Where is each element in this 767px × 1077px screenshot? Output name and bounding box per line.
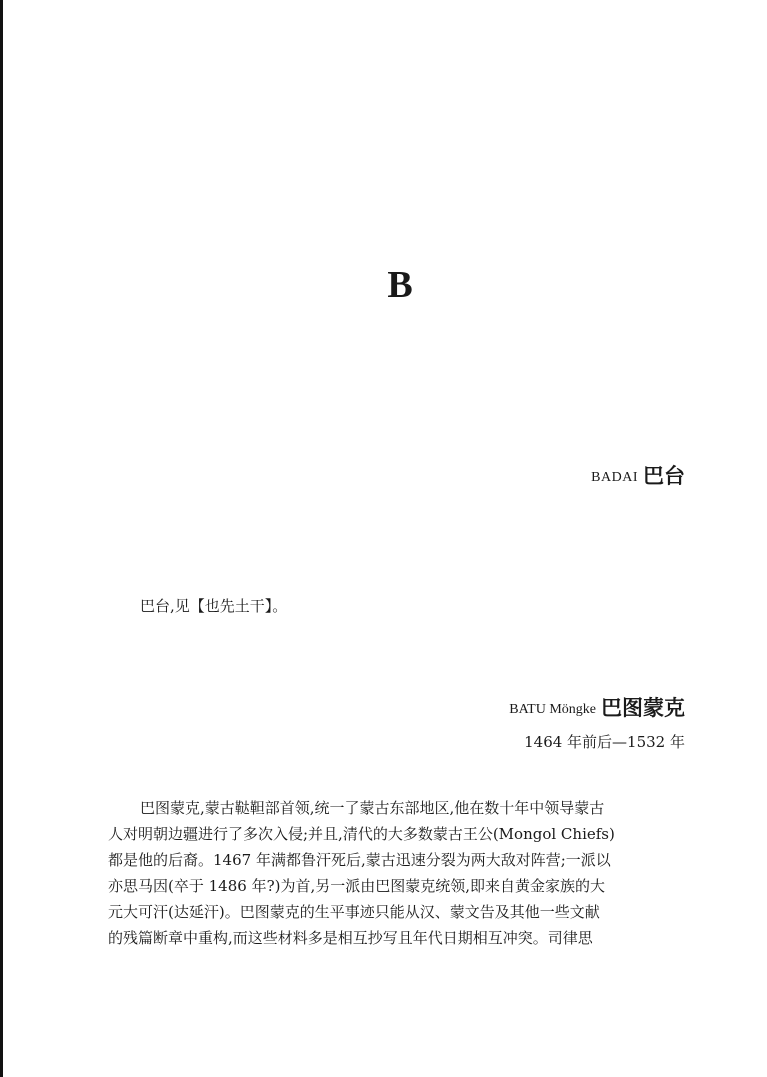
body-line: 的残篇断章中重构,而这些材料多是相互抄写且年代日期相互冲突。司律思 [108,929,593,947]
body-line: 都是他的后裔。1467 年满都鲁汗死后,蒙古迅速分裂为两大敌对阵营;一派以 [108,851,611,869]
entry-heading-batu-mongke [509,692,685,722]
entry-body-batu-mongke [108,795,693,951]
entry-dates: 1464 年前后—1532 年 [524,733,685,751]
entry-latin-name: BADAI [591,470,638,485]
body-line: 人对明朝边疆进行了多次入侵;并且,清代的大多数蒙古王公(Mongol Chiefs) [108,825,615,843]
entry-heading-badai [591,460,685,490]
body-line: 亦思马因(卒于 1486 年?)为首,另一派由巴图蒙克统领,即来自黄金家族的大 [108,877,605,895]
body-line: 巴图蒙克,蒙古鞑靼部首领,统一了蒙古东部地区,他在数十年中领导蒙古 [140,799,605,817]
page-edge-rule [0,0,3,1077]
entry-chinese-name: 巴图蒙克 [601,696,685,720]
body-line: 元大可汗(达延汗)。巴图蒙克的生平事迹只能从汉、蒙文告及其他一些文献 [108,903,600,921]
body-line: 巴台,见【也先土干】。 [140,597,288,615]
entry-chinese-name: 巴台 [643,464,685,488]
entry-latin-name: BATU Möngke [509,702,596,717]
entry-body-badai [108,593,693,619]
section-letter-heading: B [387,264,413,306]
